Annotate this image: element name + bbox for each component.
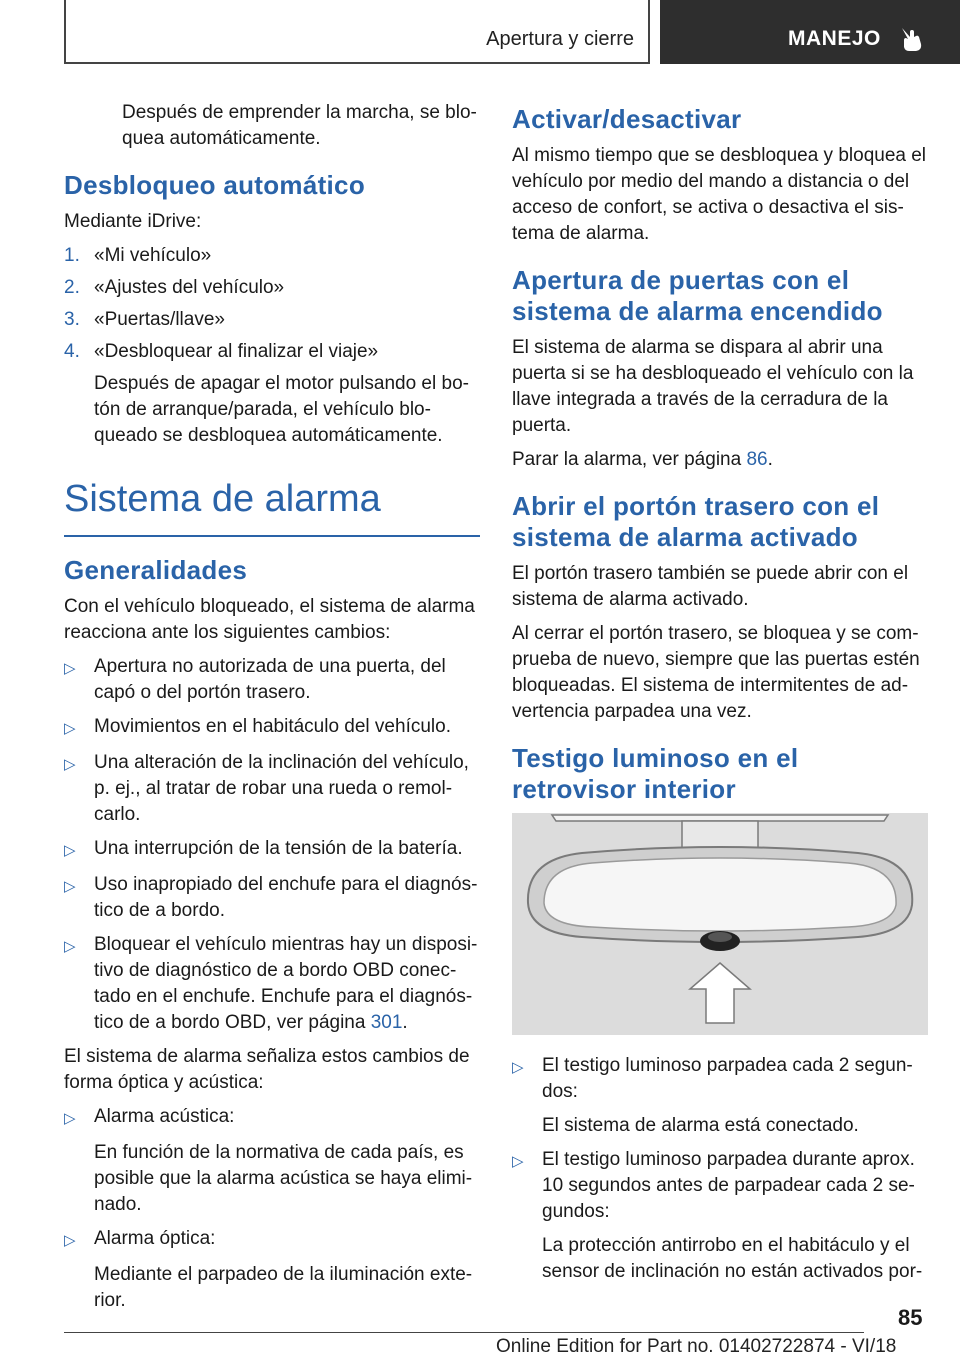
list-item	[64, 750, 480, 828]
list-item-text: Uso inapropiado del enchufe para el diagnós-tico de a bordo.	[94, 874, 478, 921]
obd-text: Bloquear el vehículo mientras hay un disposi-tivo de diagnóstico de a bordo OBD conec-tado en el enchufe. Enchufe para el diagnós-tico de a bordo OBD, ver página	[94, 934, 478, 1033]
list-item	[64, 836, 480, 864]
page-link-301[interactable]: 301	[370, 1012, 403, 1033]
page-number: 85	[898, 1305, 923, 1330]
triangle-bullet-icon: ▷	[64, 660, 76, 677]
list-item-text: Una interrupción de la tensión de la batería.	[94, 838, 463, 859]
triangle-bullet-icon: ▷	[64, 938, 76, 955]
step-text: «Ajustes del vehículo»	[94, 277, 285, 298]
triangle-bullet-icon: ▷	[64, 842, 76, 859]
list-item-text: El testigo luminoso parpadea cada 2 segun-dos:	[542, 1055, 913, 1102]
page-link-86[interactable]: 86	[746, 449, 768, 470]
change-list	[64, 654, 480, 1036]
step-number: 1.	[64, 245, 80, 266]
edition-note: Online Edition for Part no. 01402722874 - VI/18	[496, 1336, 897, 1357]
mirror-illustration	[512, 813, 928, 1035]
stop-text: Parar la alarma, ver página	[512, 449, 747, 470]
mirror-heading: Testigo luminoso en el retrovisor interior	[512, 743, 799, 804]
step-item	[64, 339, 480, 365]
obd-item-text	[94, 932, 480, 1036]
triangle-bullet-icon: ▷	[64, 720, 76, 737]
general-heading: Generalidades	[64, 555, 248, 585]
step-text: «Desbloquear al finalizar el viaje»	[94, 341, 379, 362]
unlock-steps	[64, 243, 480, 365]
intro-text: Después de emprender la marcha, se blo-quea automáticamente.	[122, 102, 477, 149]
triangle-bullet-icon: ▷	[64, 878, 76, 895]
list-item-text: Apertura no autorizada de una puerta, del capó o del portón trasero.	[94, 656, 446, 703]
triangle-bullet-icon: ▷	[64, 756, 76, 773]
unlock-heading: Desbloqueo automático	[64, 170, 365, 200]
indicator-note: El sistema de alarma está conectado.	[542, 1115, 859, 1136]
list-item	[64, 714, 480, 742]
acoustic-label: Alarma acústica:	[94, 1106, 235, 1127]
list-item	[64, 1104, 480, 1132]
right-column	[512, 100, 928, 1293]
optical-text: Mediante el parpadeo de la iluminación exte-rior.	[94, 1264, 473, 1311]
list-item	[512, 1147, 928, 1225]
step-number: 4.	[64, 341, 80, 362]
list-item	[64, 1226, 480, 1254]
signal-text: El sistema de alarma señaliza estos cambios de forma óptica y acústica:	[64, 1046, 470, 1093]
tailgate-text-1: El portón trasero también se puede abrir con el sistema de alarma activado.	[512, 563, 909, 610]
doors-text: El sistema de alarma se dispara al abrir una puerta si se ha desbloqueado el vehículo con la llave integrada a través de la cerradura de la puerta.	[512, 337, 914, 436]
chapter-tab[interactable]	[660, 0, 960, 64]
left-column	[64, 100, 480, 1322]
step4-note: Después de apagar el motor pulsando el bo-tón de arranque/parada, el vehículo blo-queado se desbloquea automáticamente.	[94, 373, 469, 446]
indicator-note: La protección antirrobo en el habitáculo y el sensor de inclinación no están activados por-	[542, 1235, 923, 1282]
chapter-label: MANEJO	[788, 27, 881, 50]
triangle-bullet-icon: ▷	[64, 1232, 76, 1249]
list-item	[64, 654, 480, 706]
section-title: Apertura y cierre	[486, 28, 634, 50]
step-item	[64, 275, 480, 301]
stop-end: .	[767, 449, 773, 470]
tailgate-heading: Abrir el portón trasero con el sistema de alarma activado	[512, 491, 880, 552]
alarm-title: Sistema de alarma	[64, 477, 480, 537]
alarm-type-list	[64, 1226, 480, 1254]
stop-alarm-text	[512, 447, 928, 473]
step-text: «Puertas/llave»	[94, 309, 225, 330]
step-number: 2.	[64, 277, 80, 298]
step-text: «Mi vehículo»	[94, 245, 212, 266]
unlock-lead: Mediante iDrive:	[64, 211, 202, 232]
general-lead: Con el vehículo bloqueado, el sistema de alarma reacciona ante los siguientes cambios:	[64, 596, 475, 643]
step-item	[64, 307, 480, 333]
triangle-bullet-icon: ▷	[64, 1110, 76, 1127]
toggle-heading: Activar/desactivar	[512, 104, 742, 134]
header-frame	[64, 0, 650, 64]
pointing-hand-icon	[896, 24, 926, 54]
tailgate-text-2: Al cerrar el portón trasero, se bloquea y se com-prueba de nuevo, siempre que las puertas estén bloqueadas. El sistema de intermitentes de ad-vertencia parpadea una vez.	[512, 623, 920, 722]
list-item	[64, 872, 480, 924]
list-item	[512, 1053, 928, 1105]
doors-heading: Apertura de puertas con el sistema de alarma encendido	[512, 265, 883, 326]
step-item	[64, 243, 480, 269]
footer-divider	[64, 1332, 864, 1333]
list-item-text: El testigo luminoso parpadea durante aprox. 10 segundos antes de parpadear cada 2 se-gundos:	[542, 1149, 915, 1222]
alarm-type-list	[64, 1104, 480, 1132]
optical-label: Alarma óptica:	[94, 1228, 216, 1249]
list-item-text: Una alteración de la inclinación del vehículo, p. ej., al tratar de robar una rueda o remol-carlo.	[94, 752, 469, 825]
indicator-list	[512, 1053, 928, 1105]
rearview-mirror-icon	[512, 813, 928, 1035]
triangle-bullet-icon: ▷	[512, 1059, 524, 1076]
toggle-text: Al mismo tiempo que se desbloquea y bloquea el vehículo por medio del mando a distancia o del acceso de confort, se activa o desactiva el sis-tema de alarma.	[512, 145, 927, 244]
step-number: 3.	[64, 309, 80, 330]
acoustic-text: En función de la normativa de cada país, es posible que la alarma acústica se haya elimi-nado.	[94, 1142, 473, 1215]
list-item-text: Movimientos en el habitáculo del vehículo.	[94, 716, 451, 737]
list-item	[64, 932, 480, 1036]
obd-end: .	[402, 1012, 408, 1033]
indicator-list	[512, 1147, 928, 1225]
triangle-bullet-icon: ▷	[512, 1153, 524, 1170]
